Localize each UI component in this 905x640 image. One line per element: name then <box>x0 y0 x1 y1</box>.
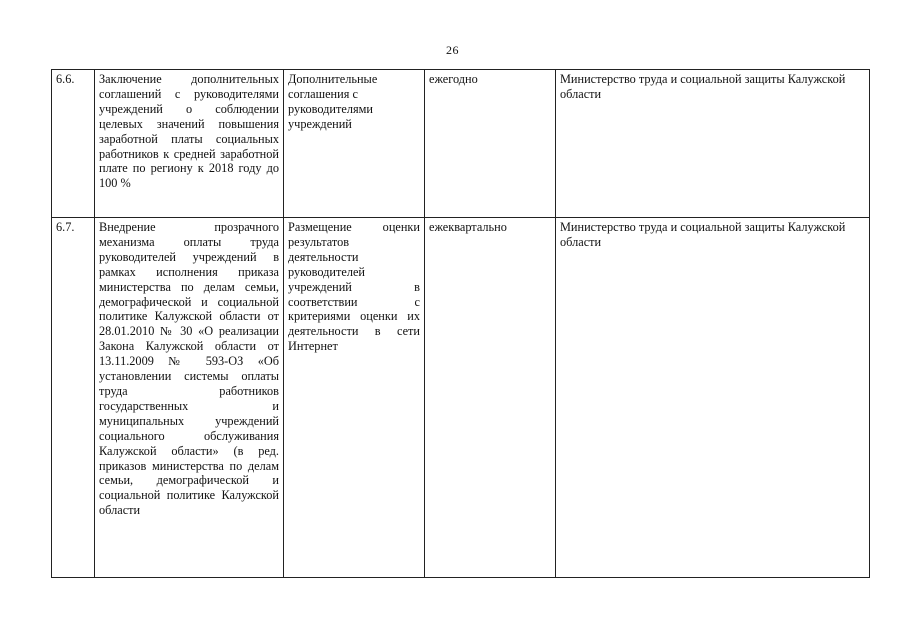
item-number: 6.6. <box>52 70 95 218</box>
expected-result: Размещение оценки результатов деятельности руководителей учреждений в соответствии с критериями оценки их деятельности в сети Интернет <box>284 218 425 578</box>
table-row <box>52 70 870 218</box>
period: ежеквартально <box>425 218 556 578</box>
page-number: 26 <box>446 43 459 57</box>
period: ежегодно <box>425 70 556 218</box>
measure-description: Внедрение прозрачного механизма оплаты труда руководителей учреждений в рамках исполнения приказа министерства по делам семьи, демографической и социальной политике Калужской области от 28.01.2010 № 30 «О реализации Закона Калужской области от 13.11.2009 № 593-ОЗ «Об установлении системы оплаты труда работников государственных и муниципальных учреждений социального обслуживания Калужской области» (в ред. приказов министерства по делам семьи, демографической и социальной политике Калужской области <box>95 218 284 578</box>
expected-result: Дополнительные соглашения с руководителями учреждений <box>284 70 425 218</box>
responsible-executor: Министерство труда и социальной защиты Калужской области <box>556 218 870 578</box>
measure-description: Заключение дополнительных соглашений с руководителями учреждений о соблюдении целевых значений повышения заработной платы социальных работников к средней заработной плате по региону к 2018 году до 100 % <box>95 70 284 218</box>
responsible-executor: Министерство труда и социальной защиты Калужской области <box>556 70 870 218</box>
measures-table <box>51 69 870 578</box>
table-row <box>52 218 870 578</box>
item-number: 6.7. <box>52 218 95 578</box>
